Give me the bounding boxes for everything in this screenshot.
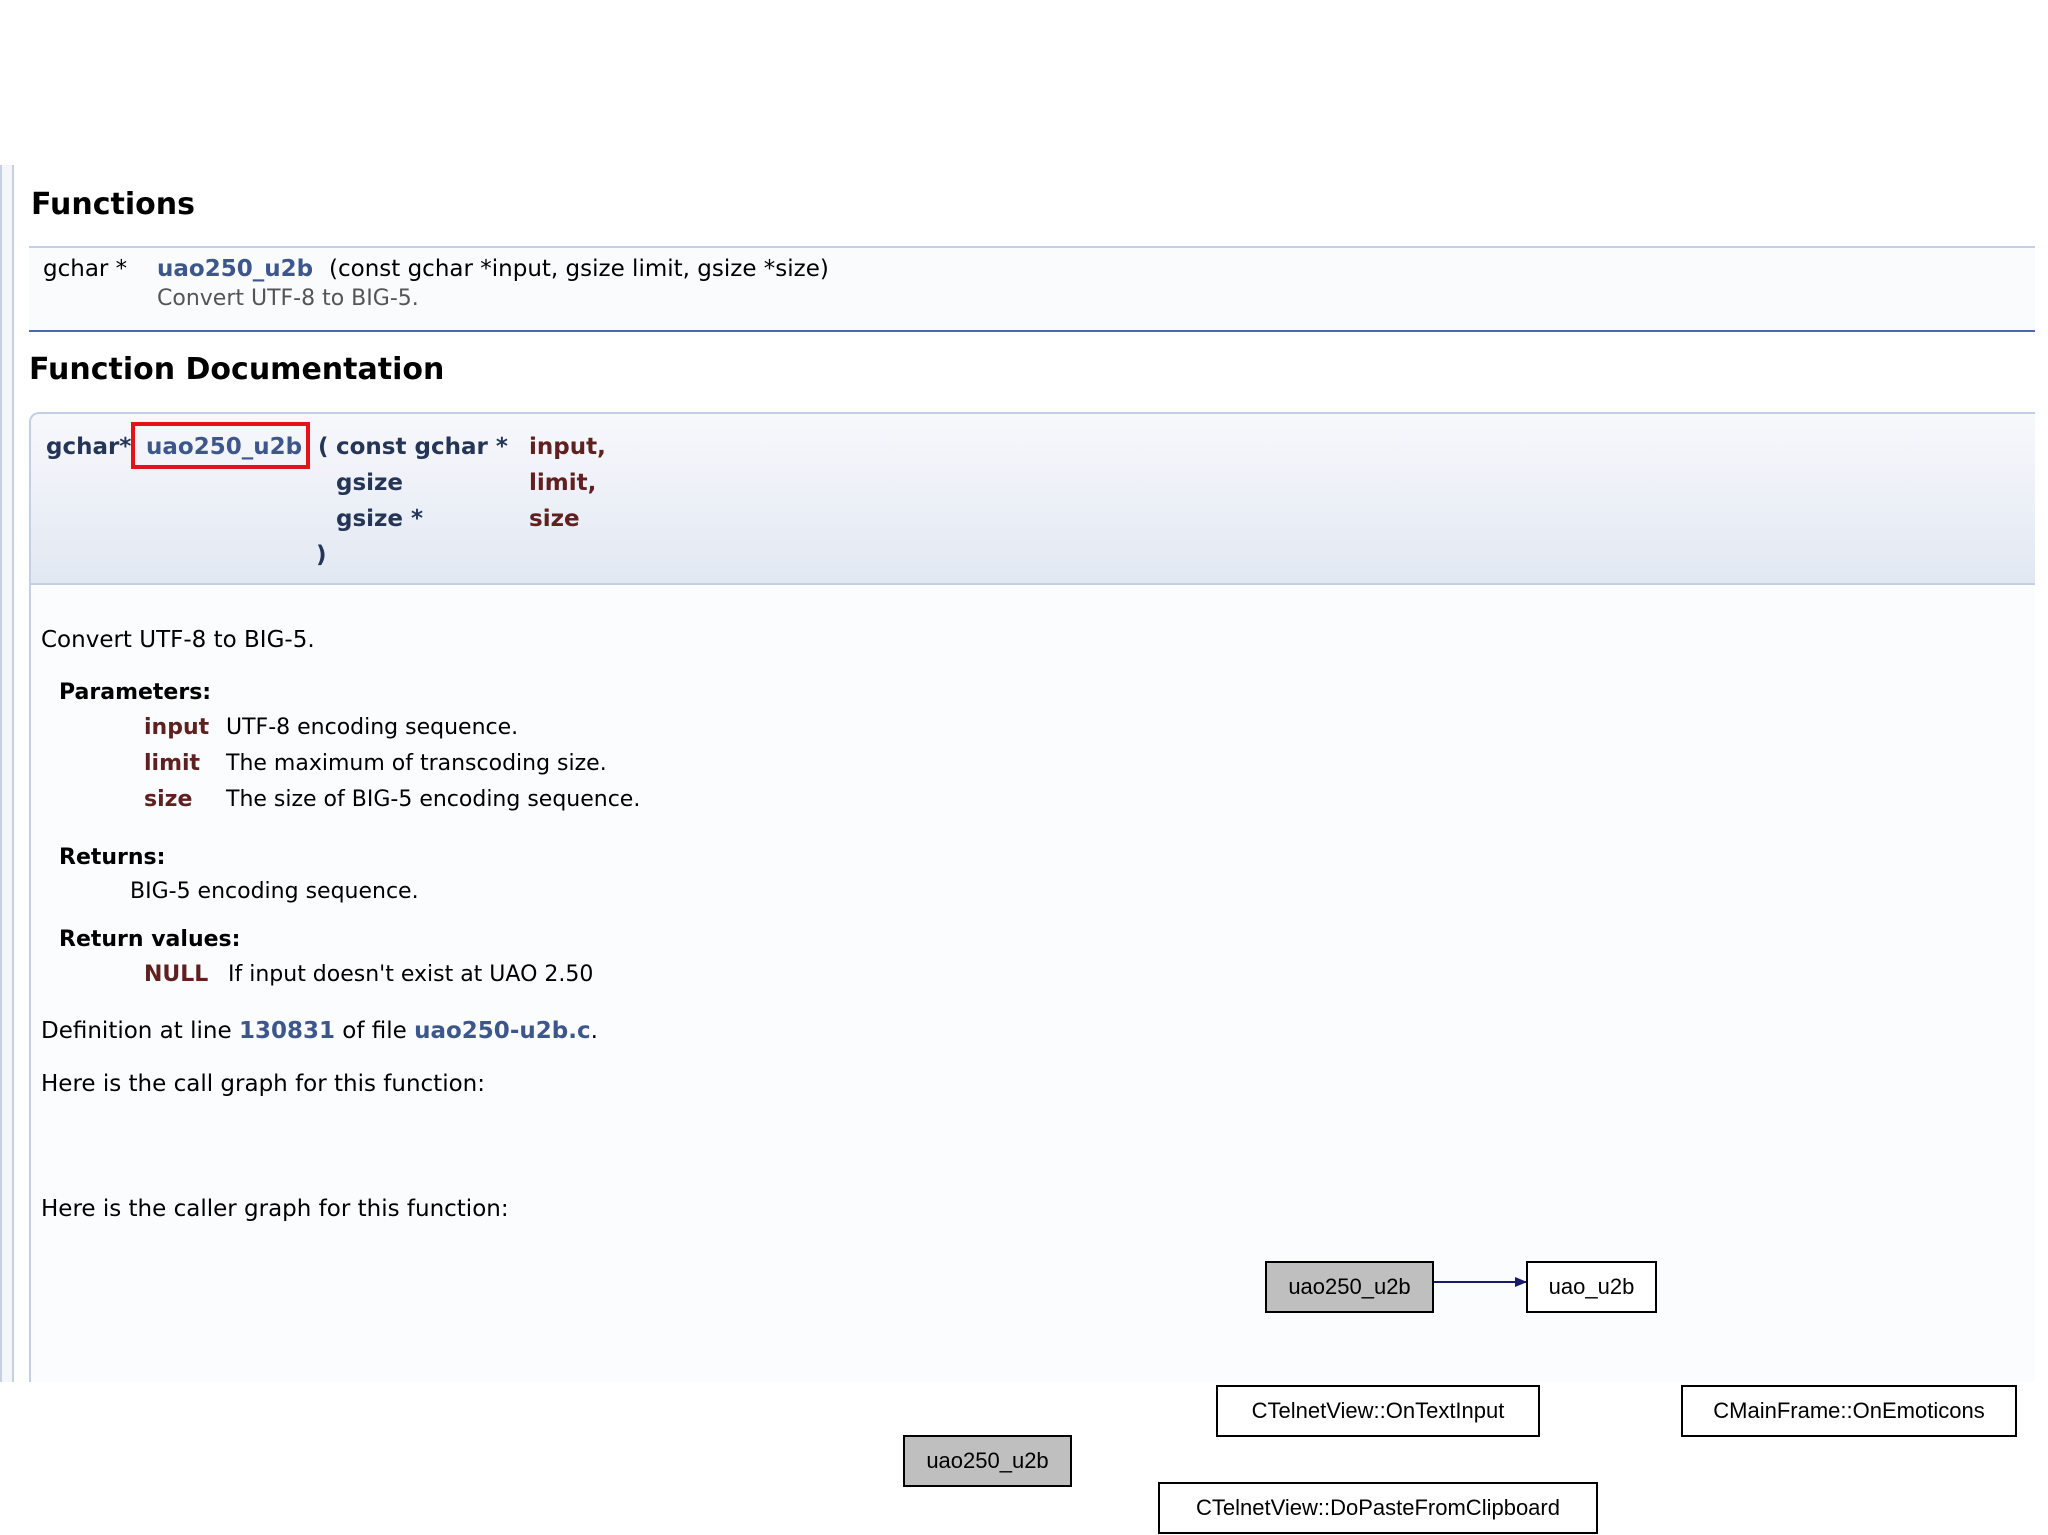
brief-description: Convert UTF-8 to BIG-5. [41,627,315,653]
param-description: UTF-8 encoding sequence. [226,715,519,740]
proto-close-paren: ) [316,542,327,568]
function-documentation-heading: Function Documentation [29,352,445,387]
decl-function-link[interactable]: uao250_u2b [157,256,314,282]
proto-param-name: input, [529,434,606,460]
returns-text: BIG-5 encoding sequence. [130,879,419,904]
proto-param-type: gsize * [336,506,424,532]
function-details [29,585,2035,1520]
proto-open-paren: ( [318,434,329,460]
call-graph-node[interactable]: uao250_u2b [1265,1261,1434,1313]
highlight-box [131,422,310,469]
retval-name: NULL [144,962,209,987]
graph-edges [31,585,2037,1382]
frame-left-edge [0,165,14,1382]
decl-arguments: (const gchar *input, gsize limit, gsize *size) [329,256,829,282]
caller-graph-node[interactable]: CTelnetView::DoPasteFromClipboard [1158,1482,1598,1534]
functions-heading: Functions [31,187,195,222]
caller-graph-node[interactable]: CMainFrame::OnEmoticons [1681,1385,2017,1437]
definition-suffix: . [590,1018,598,1044]
proto-param-name: size [529,506,580,532]
param-name: limit [144,751,201,776]
call-graph-node[interactable]: uao_u2b [1526,1261,1657,1313]
definition-file-link[interactable]: uao250-u2b.c [414,1018,591,1044]
return-values-label: Return values: [59,927,241,952]
call-graph-caption: Here is the call graph for this function: [41,1071,485,1097]
param-name: input [144,715,210,740]
function-prototype-box [29,412,2035,585]
member-declaration-table [29,246,2035,332]
definition-middle: of file [342,1018,407,1044]
doc-content [29,165,2035,1520]
proto-param-type: const gchar * [336,434,508,460]
param-description: The maximum of transcoding size. [226,751,607,776]
proto-return-type: gchar* [46,434,132,460]
param-name: size [144,787,193,812]
decl-return-type: gchar * [43,256,128,282]
parameters-label: Parameters: [59,680,212,705]
retval-description: If input doesn't exist at UAO 2.50 [228,962,594,987]
decl-brief: Convert UTF-8 to BIG-5. [157,286,419,311]
caller-graph-caption: Here is the caller graph for this function: [41,1196,509,1222]
proto-param-name: limit, [529,470,597,496]
caller-graph-node[interactable]: uao250_u2b [903,1435,1072,1487]
returns-label: Returns: [59,845,166,870]
definition-prefix: Definition at line [41,1018,232,1044]
definition-line-link[interactable]: 130831 [238,1018,335,1044]
caller-graph-node[interactable]: CTelnetView::OnTextInput [1216,1385,1540,1437]
param-description: The size of BIG-5 encoding sequence. [226,787,641,812]
proto-param-type: gsize [336,470,404,496]
proto-function-name[interactable]: uao250_u2b [146,434,303,460]
